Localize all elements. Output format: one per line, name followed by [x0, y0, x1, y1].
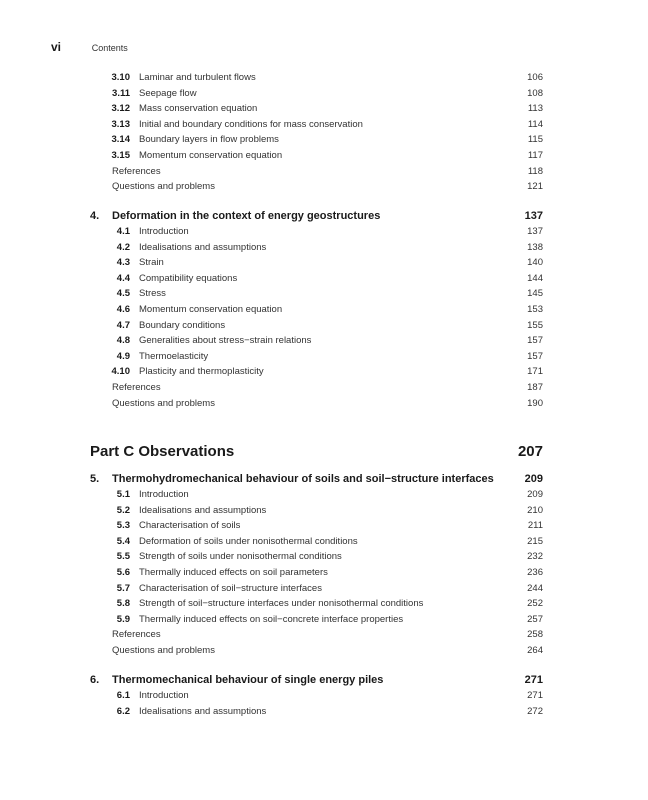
toc-entry[interactable] [112, 534, 543, 550]
entry-title: Mass conservation equation [139, 103, 258, 115]
toc-entry[interactable] [112, 148, 543, 164]
toc-chapter-6[interactable] [90, 671, 543, 689]
entry-title: Seepage flow [139, 87, 197, 99]
entry-title: Laminar and turbulent flows [139, 72, 256, 83]
toc-entry[interactable] [112, 704, 543, 720]
entry-title: Plasticity and thermoplasticity [139, 366, 264, 378]
toc-entry[interactable] [112, 70, 543, 86]
toc-entry[interactable] [112, 349, 543, 365]
entry-page: 108 [527, 87, 543, 99]
entry-title: Characterisation of soils [139, 520, 241, 532]
toc-entry[interactable] [112, 503, 543, 519]
entry-page: 113 [527, 103, 543, 115]
entry-number: 5.7 [116, 582, 130, 594]
chapter-title: Deformation in the context of energy geostructures [112, 210, 381, 222]
entry-page: 140 [527, 257, 543, 269]
entry-title: Strength of soil−structure interfaces under nonisothermal conditions [139, 598, 424, 610]
entry-title: Stress [139, 288, 166, 300]
entry-title: Momentum conservation equation [139, 150, 283, 161]
entry-page: 114 [527, 118, 543, 130]
entry-page: 187 [527, 382, 543, 393]
entry-page: 211 [527, 520, 543, 532]
entry-number: 6.2 [116, 705, 130, 717]
entry-number: 5.1 [116, 489, 130, 500]
entry-page: 138 [527, 241, 543, 253]
toc-entry[interactable] [112, 179, 543, 195]
entry-title: Compatibility equations [139, 272, 238, 284]
entry-title: Boundary conditions [139, 319, 226, 331]
chapter-page: 209 [524, 473, 543, 485]
entry-title: Questions and problems [112, 397, 215, 409]
entry-number: 4.8 [116, 335, 130, 347]
entry-page: 258 [527, 629, 543, 641]
entry-title: Introduction [139, 690, 189, 701]
entry-page: 153 [527, 304, 543, 315]
entry-title: Questions and problems [112, 645, 215, 656]
entry-number: 4.7 [116, 319, 130, 331]
toc-entry[interactable] [112, 396, 543, 412]
entry-title: Strength of soils under nonisothermal conditions [139, 551, 342, 563]
toc-entry[interactable] [112, 86, 543, 102]
entry-title: Characterisation of soil−structure interfaces [139, 582, 322, 594]
entry-number: 5.3 [116, 520, 130, 532]
entry-number: 4.4 [116, 272, 130, 284]
entry-number: 4.10 [111, 366, 130, 378]
toc-part-c[interactable] [90, 441, 543, 463]
entry-title: Thermoelasticity [139, 350, 209, 362]
entry-page: 118 [527, 165, 543, 177]
entry-number: 5.6 [116, 567, 130, 578]
toc-entry[interactable] [112, 688, 543, 704]
toc-chapter-5[interactable] [90, 470, 543, 488]
toc-entry[interactable] [112, 518, 543, 534]
toc-entry[interactable] [112, 333, 543, 349]
entry-number: 3.15 [111, 150, 130, 161]
chapter-number: 4. [90, 210, 100, 222]
entry-page: 264 [527, 645, 543, 656]
toc-entry[interactable] [112, 164, 543, 180]
entry-number: 4.3 [116, 257, 130, 269]
entry-title: References [112, 165, 161, 177]
toc-entry[interactable] [112, 240, 543, 256]
chapter-page: 137 [524, 210, 543, 222]
entry-number: 5.5 [116, 551, 130, 563]
part-page: 207 [517, 443, 543, 460]
entry-title: Deformation of soils under nonisothermal conditions [139, 535, 358, 547]
entry-page: 145 [527, 288, 543, 300]
entry-number: 3.14 [111, 134, 130, 146]
chapter-page: 271 [524, 674, 543, 686]
toc-entry[interactable] [112, 364, 543, 380]
entry-title: References [112, 382, 161, 393]
running-title: Contents [91, 43, 128, 53]
entry-page: 210 [527, 504, 543, 516]
entry-page: 190 [527, 397, 543, 409]
toc-entry[interactable] [112, 286, 543, 302]
toc-entry[interactable] [112, 549, 543, 565]
toc-entry[interactable] [112, 302, 543, 318]
entry-page: 157 [527, 350, 543, 362]
entry-title: Initial and boundary conditions for mass conservation [139, 118, 363, 130]
toc-entry[interactable] [112, 318, 543, 334]
entry-number: 3.11 [112, 87, 130, 99]
entry-page: 271 [527, 690, 543, 701]
entry-title: Introduction [139, 489, 189, 500]
toc-entry[interactable] [112, 132, 543, 148]
entry-page: 272 [527, 705, 543, 717]
toc-entry[interactable] [112, 612, 543, 628]
entry-number: 4.1 [116, 226, 130, 237]
entry-page: 244 [527, 582, 543, 594]
entry-title: References [112, 629, 161, 641]
entry-number: 4.6 [116, 304, 130, 315]
entry-number: 6.1 [116, 690, 130, 701]
part-title: Part C Observations [90, 443, 235, 460]
entry-number: 3.10 [111, 72, 130, 83]
entry-title: Idealisations and assumptions [139, 705, 267, 717]
toc-chapter-4[interactable] [90, 207, 543, 225]
entry-page: 209 [527, 489, 543, 500]
entry-title: Questions and problems [112, 181, 215, 193]
entry-page: 236 [527, 567, 543, 578]
chapter-title: Thermomechanical behaviour of single energy piles [112, 674, 384, 686]
entry-title: Thermally induced effects on soil parameters [139, 567, 328, 578]
entry-title: Momentum conservation equation [139, 304, 283, 315]
entry-page: 215 [527, 535, 543, 547]
entry-page: 252 [527, 598, 543, 610]
entry-page: 144 [527, 272, 543, 284]
entry-page: 106 [527, 72, 543, 83]
entry-number: 4.5 [116, 288, 130, 300]
entry-number: 5.2 [116, 504, 130, 516]
entry-page: 137 [527, 226, 543, 237]
toc-entry[interactable] [112, 271, 543, 287]
entry-number: 4.2 [116, 241, 130, 253]
entry-page: 257 [527, 613, 543, 625]
chapter-title: Thermohydromechanical behaviour of soils and soil−structure interfaces [112, 473, 494, 485]
entry-page: 121 [527, 181, 543, 193]
entry-title: Boundary layers in flow problems [139, 134, 279, 146]
toc-entry[interactable] [112, 117, 543, 133]
running-header [51, 40, 128, 54]
entry-title: Strain [139, 257, 164, 269]
toc-entry[interactable] [112, 101, 543, 117]
toc-entry[interactable] [112, 487, 543, 503]
toc-entry[interactable] [112, 581, 543, 597]
page-number: vi [51, 40, 62, 54]
entry-page: 115 [527, 134, 543, 146]
toc-entry[interactable] [112, 643, 543, 659]
entry-number: 5.9 [116, 613, 130, 625]
entry-number: 3.12 [111, 103, 130, 115]
entry-title: Thermally induced effects on soil−concrete interface properties [139, 613, 404, 625]
entry-page: 117 [527, 150, 543, 161]
chapter-number: 5. [90, 473, 100, 485]
entry-page: 155 [527, 319, 543, 331]
entry-number: 4.9 [116, 350, 130, 362]
entry-page: 232 [527, 551, 543, 563]
toc-entry[interactable] [112, 255, 543, 271]
entry-title: Generalities about stress−strain relations [139, 335, 312, 347]
entry-number: 5.8 [116, 598, 130, 610]
toc-entry[interactable] [112, 627, 543, 643]
toc-entry[interactable] [112, 565, 543, 581]
toc-entry[interactable] [112, 596, 543, 612]
chapter-number: 6. [90, 674, 100, 686]
entry-page: 157 [527, 335, 543, 347]
entry-number: 5.4 [116, 535, 130, 547]
toc-entry[interactable] [112, 380, 543, 396]
entry-title: Introduction [139, 226, 189, 237]
entry-number: 3.13 [111, 118, 130, 130]
toc-entry[interactable] [112, 224, 543, 240]
entry-title: Idealisations and assumptions [139, 241, 267, 253]
entry-title: Idealisations and assumptions [139, 504, 267, 516]
entry-page: 171 [527, 366, 543, 378]
